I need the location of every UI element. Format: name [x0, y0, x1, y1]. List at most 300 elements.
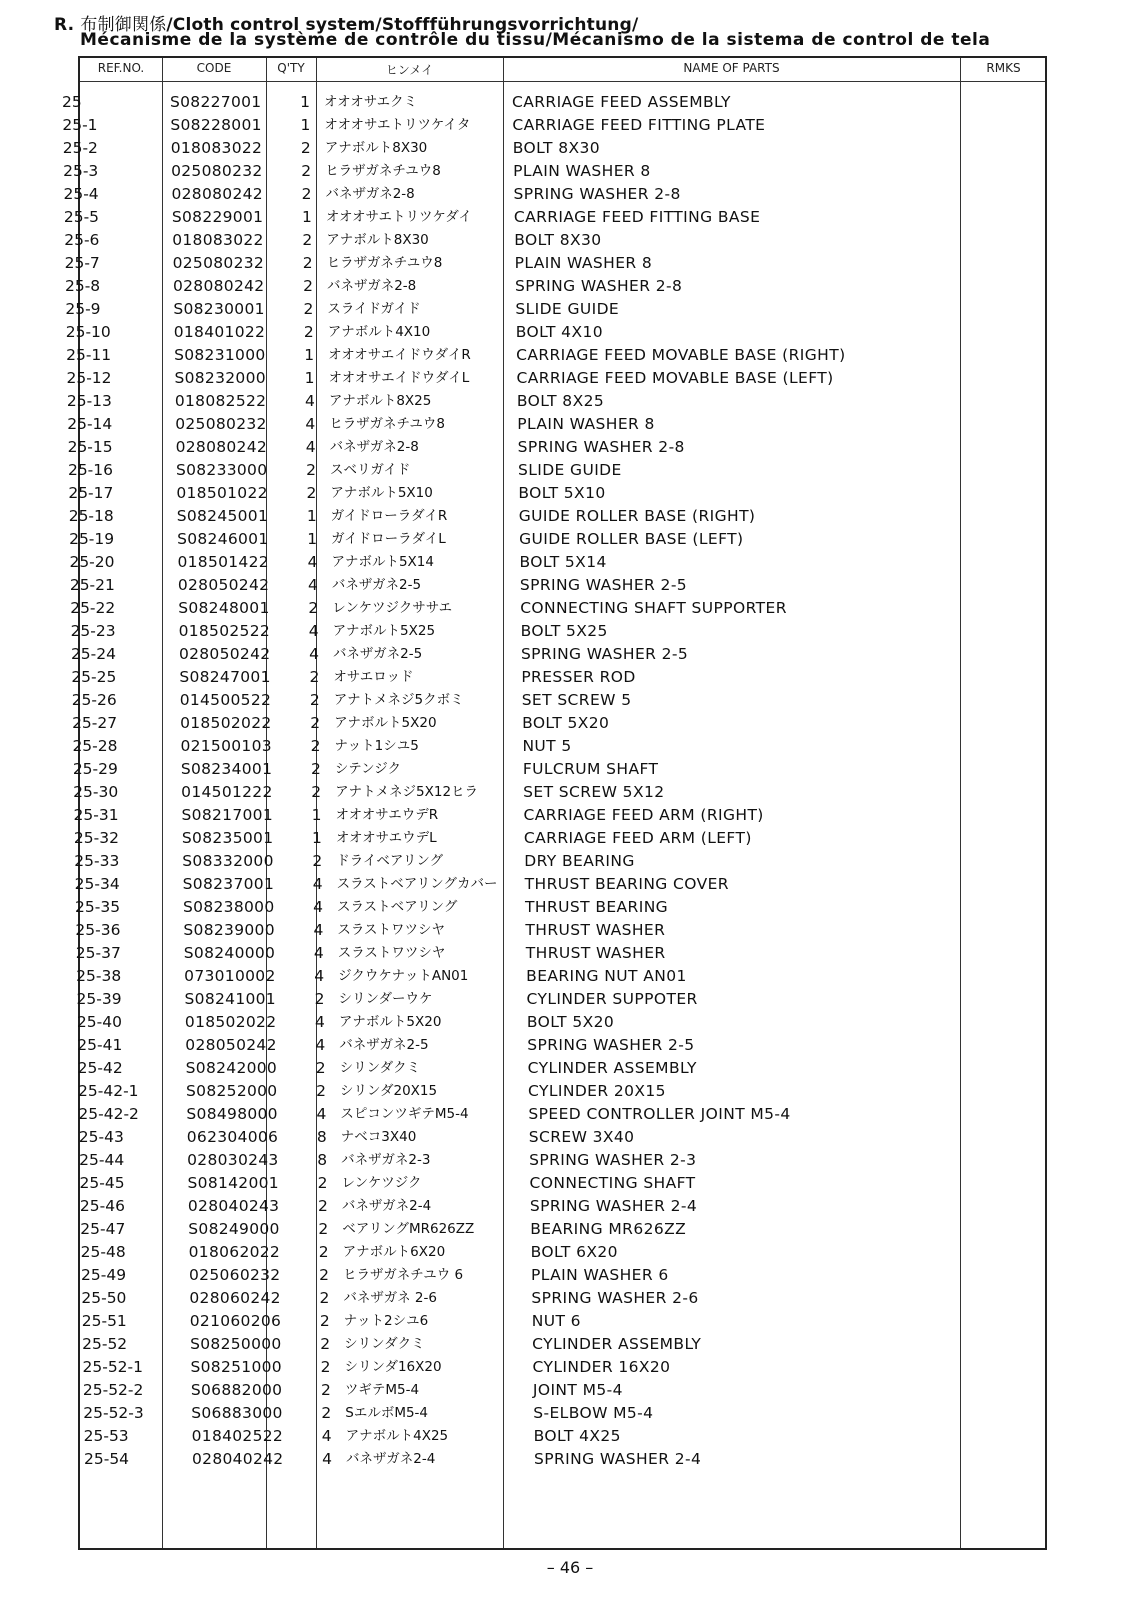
part-code: 014501222: [181, 783, 273, 801]
part-name: SPRING WASHER 2-6: [531, 1289, 699, 1307]
table-row: [80, 1287, 1045, 1310]
japanese-name: バネザガネ2-8: [329, 439, 419, 455]
table-row: [69, 551, 1045, 574]
part-name: CYLINDER ASSEMBLY: [532, 1335, 702, 1353]
ref-no: 25-39: [76, 990, 122, 1008]
part-code: S08217001: [181, 806, 273, 824]
japanese-name: ベアリングMR626ZZ: [342, 1221, 475, 1237]
part-code: S08228001: [170, 116, 262, 134]
ref-no: 25-4: [63, 185, 99, 203]
part-name: PLAIN WASHER 8: [513, 162, 651, 180]
japanese-name: レンケツジク: [341, 1175, 422, 1191]
ref-no: 25-5: [63, 208, 100, 226]
part-code: 028050242: [177, 576, 270, 594]
quantity: 2: [312, 852, 323, 870]
part-code: 073010002: [184, 967, 276, 985]
part-code: 018083022: [172, 231, 264, 249]
ref-no: 25-2: [62, 139, 98, 157]
ref-no: 25-45: [79, 1174, 125, 1192]
quantity: 2: [301, 185, 312, 203]
part-name: BOLT 6X20: [530, 1243, 618, 1261]
japanese-name: アナトメネジ5クボミ: [333, 692, 464, 708]
ref-no: 25-21: [69, 576, 115, 594]
ref-no: 25-30: [73, 783, 119, 801]
ref-no: 25-3: [63, 162, 99, 180]
part-code: 028040242: [192, 1450, 284, 1468]
ref-no: 25-36: [75, 921, 121, 939]
japanese-name: バネザガネ2-8: [325, 186, 415, 202]
quantity: 2: [302, 254, 313, 272]
part-code: S08240000: [183, 944, 276, 962]
quantity: 2: [310, 737, 321, 755]
japanese-name: シリンダクミ: [339, 1060, 421, 1076]
table-row: [80, 1356, 1045, 1379]
part-code: 018501022: [176, 484, 268, 502]
japanese-name: アナボルト4X10: [327, 324, 431, 340]
table-row: [80, 1103, 1045, 1126]
quantity: 4: [304, 392, 315, 410]
part-name: CONNECTING SHAFT SUPPORTER: [520, 599, 787, 617]
ref-no: 25-46: [79, 1197, 125, 1215]
part-code: S08241001: [184, 990, 276, 1008]
quantity: 1: [300, 93, 310, 111]
japanese-name: オオオサエトリツケダイ: [325, 209, 472, 225]
quantity: 4: [313, 898, 324, 916]
quantity: 4: [308, 622, 319, 640]
part-name: SPRING WASHER 2-8: [514, 277, 683, 295]
table-row: [72, 758, 1045, 781]
japanese-name: シリンダーウケ: [338, 991, 433, 1007]
quantity: 4: [307, 576, 318, 594]
table-row: [75, 919, 1045, 942]
quantity: 8: [316, 1128, 327, 1146]
part-name: CYLINDER ASSEMBLY: [527, 1059, 697, 1077]
part-name: CARRIAGE FEED MOVABLE BASE (LEFT): [516, 369, 834, 387]
ref-no: 25-24: [70, 645, 116, 663]
part-code: S08252000: [186, 1082, 278, 1100]
japanese-name: バネザガネ2-5: [331, 577, 422, 593]
quantity: 2: [318, 1197, 328, 1215]
quantity: 2: [306, 484, 317, 502]
table-row: [80, 1402, 1045, 1425]
japanese-name: アナボルト5X25: [332, 623, 436, 639]
part-code: S08248001: [178, 599, 270, 617]
table-row: [77, 1034, 1045, 1057]
ref-no: 25-52-1: [82, 1358, 143, 1376]
part-code: S08245001: [176, 507, 269, 525]
quantity: 1: [306, 507, 317, 525]
part-name: CARRIAGE FEED FITTING PLATE: [512, 116, 766, 134]
part-name: SPRING WASHER 2-8: [513, 185, 681, 203]
quantity: 4: [313, 944, 324, 962]
part-code: 028030243: [187, 1151, 279, 1169]
table-row: [65, 298, 1045, 321]
quantity: 2: [320, 1335, 331, 1353]
quantity: 1: [304, 346, 315, 364]
table-row: [73, 827, 1045, 850]
quantity: 4: [309, 645, 319, 663]
japanese-name: バネザガネ2-8: [326, 278, 417, 294]
quantity: 2: [303, 323, 314, 341]
part-name: BOLT 8X30: [512, 139, 600, 157]
part-name: BOLT 4X10: [515, 323, 603, 341]
quantity: 2: [314, 990, 325, 1008]
part-name: S-ELBOW M5-4: [533, 1404, 654, 1422]
table-row: [80, 1448, 1045, 1471]
ref-no: 25-38: [76, 967, 122, 985]
part-code: 025080232: [171, 162, 263, 180]
japanese-name: バネザガネ2-3: [341, 1152, 431, 1168]
part-name: BEARING NUT AN01: [526, 967, 687, 985]
table-row: [74, 873, 1045, 896]
japanese-name: アナボルト6X20: [342, 1244, 446, 1260]
table-row: [75, 942, 1045, 965]
quantity: 2: [308, 599, 319, 617]
table-row: [80, 1218, 1045, 1241]
ref-no: 25-9: [65, 300, 101, 318]
japanese-name: シリンダ20X15: [340, 1083, 438, 1099]
quantity: 2: [320, 1358, 331, 1376]
table-row: [75, 896, 1045, 919]
part-code: 028040243: [187, 1197, 280, 1215]
part-name: BOLT 4X25: [533, 1427, 621, 1445]
ref-no: 25-31: [73, 806, 119, 824]
part-code: S08237001: [182, 875, 275, 893]
part-code: 018502522: [178, 622, 271, 640]
part-name: CYLINDER 16X20: [532, 1358, 671, 1376]
ref-no: 25-32: [73, 829, 119, 847]
table-row: [68, 482, 1045, 505]
quantity: 2: [310, 714, 321, 732]
japanese-name: スベリガイド: [329, 462, 411, 478]
part-code: 018401022: [173, 323, 266, 341]
part-name: CONNECTING SHAFT: [529, 1174, 696, 1192]
part-name: CYLINDER 20X15: [528, 1082, 666, 1100]
ref-no: 25-8: [64, 277, 101, 295]
quantity: 2: [321, 1381, 331, 1399]
table-row: [67, 459, 1045, 482]
quantity: 4: [312, 875, 323, 893]
quantity: 2: [321, 1404, 332, 1422]
japanese-name: レンケツジクササエ: [332, 600, 453, 616]
part-code: 025080232: [175, 415, 267, 433]
ref-no: 25-42-2: [78, 1105, 139, 1123]
quantity: 1: [312, 829, 322, 847]
part-code: S08498000: [186, 1105, 278, 1123]
table-row: [74, 850, 1045, 873]
part-name: THRUST BEARING COVER: [524, 875, 729, 893]
quantity: 1: [307, 530, 318, 548]
part-code: 018062022: [188, 1243, 281, 1261]
table-row: [63, 160, 1045, 183]
ref-no: 25-1: [62, 116, 98, 134]
part-code: 018501422: [177, 553, 269, 571]
ref-no: 25-10: [65, 323, 111, 341]
table-row: [80, 1379, 1045, 1402]
part-code: S08232000: [174, 369, 266, 387]
ref-no: 25-53: [83, 1427, 129, 1445]
quantity: 8: [317, 1151, 328, 1169]
table-row: [80, 1310, 1045, 1333]
part-name: PRESSER ROD: [521, 668, 636, 686]
japanese-name: オオオサエウデR: [335, 807, 439, 823]
quantity: 2: [310, 760, 321, 778]
part-code: S08249000: [188, 1220, 280, 1238]
table-row: [80, 1195, 1045, 1218]
part-code: 028060242: [189, 1289, 281, 1307]
part-name: DRY BEARING: [524, 852, 635, 870]
table-row: [62, 91, 1045, 114]
table-row: [62, 114, 1045, 137]
part-code: S08251000: [190, 1358, 282, 1376]
part-name: SPEED CONTROLLER JOINT M5-4: [528, 1105, 791, 1123]
part-name: BOLT 5X20: [526, 1013, 615, 1031]
quantity: 2: [309, 691, 320, 709]
header-divider: [80, 81, 1045, 82]
ref-no: 25-33: [74, 852, 120, 870]
table-row: [66, 344, 1045, 367]
part-name: THRUST WASHER: [525, 921, 666, 939]
header-jp-name: ヒンメイ: [385, 63, 434, 77]
ref-no: 25-29: [72, 760, 118, 778]
parts-table: [62, 56, 1047, 1550]
quantity: 1: [311, 806, 322, 824]
japanese-name: バネザガネ2-5: [339, 1037, 429, 1053]
table-row: [63, 206, 1045, 229]
section-letter: R.: [54, 15, 75, 35]
table-row: [73, 781, 1045, 804]
section-title-jp: 布制御関係: [80, 15, 167, 35]
part-name: BOLT 5X25: [520, 622, 608, 640]
japanese-name: アナボルト4X25: [345, 1428, 449, 1444]
section-title-multilingual: /Cloth control system/Stoffführungsvorrichtung/: [166, 15, 639, 35]
japanese-name: ヒラザガネチユウ8: [326, 255, 443, 271]
ref-no: 25-52-2: [82, 1381, 144, 1399]
table-row: [80, 1080, 1045, 1103]
part-name: THRUST BEARING: [525, 898, 669, 916]
japanese-name: ヒラザガネチユウ8: [329, 416, 445, 432]
quantity: 2: [319, 1266, 330, 1284]
quantity: 1: [300, 116, 311, 134]
japanese-name: ナット2シユ6: [343, 1313, 429, 1329]
page-number: – 46 –: [546, 1558, 594, 1577]
quantity: 2: [315, 1059, 326, 1077]
japanese-name: オオオサエトリツケイタ: [324, 117, 471, 133]
part-code: S08250000: [190, 1335, 282, 1353]
quantity: 2: [319, 1312, 330, 1330]
quantity: 2: [309, 668, 320, 686]
part-code: 018502022: [184, 1013, 277, 1031]
ref-no: 25-27: [72, 714, 118, 732]
table-row: [70, 643, 1045, 666]
ref-no: 25-54: [84, 1450, 130, 1468]
quantity: 2: [300, 139, 311, 157]
header-name-of-parts: NAME OF PARTS: [683, 61, 780, 75]
part-name: NUT 6: [531, 1312, 581, 1330]
table-row: [66, 367, 1045, 390]
quantity: 2: [306, 461, 316, 479]
part-code: S08227001: [170, 93, 262, 111]
japanese-name: オオオサエクミ: [324, 94, 418, 110]
ref-no: 25-16: [67, 461, 113, 479]
part-code: 014500522: [179, 691, 272, 709]
japanese-name: ドライベアリング: [336, 853, 444, 869]
japanese-name: ヒラザガネチユウ8: [325, 163, 441, 179]
ref-no: 25-34: [74, 875, 120, 893]
part-name: GUIDE ROLLER BASE (LEFT): [519, 530, 744, 548]
part-name: CARRIAGE FEED ARM (LEFT): [523, 829, 752, 847]
table-row: [67, 436, 1045, 459]
quantity: 2: [318, 1220, 329, 1238]
part-code: S08231000: [174, 346, 266, 364]
part-code: S08235001: [181, 829, 274, 847]
table-row: [80, 1425, 1045, 1448]
part-name: SPRING WASHER 2-4: [529, 1197, 698, 1215]
quantity: 4: [321, 1427, 332, 1445]
japanese-name: ジクウケナットAN01: [338, 968, 469, 984]
part-code: 028050242: [178, 645, 271, 663]
part-name: CARRIAGE FEED ASSEMBLY: [512, 93, 731, 111]
quantity: 4: [315, 1013, 325, 1031]
japanese-name: バネザガネ2-5: [332, 646, 423, 662]
part-code: 021500103: [180, 737, 272, 755]
part-name: SPRING WASHER 2-4: [534, 1450, 702, 1468]
table-row: [69, 528, 1045, 551]
ref-no: 25-20: [69, 553, 115, 571]
part-name: SCREW 3X40: [528, 1128, 635, 1146]
part-code: S08242000: [185, 1059, 278, 1077]
ref-no: 25-28: [72, 737, 118, 755]
table-row: [72, 735, 1045, 758]
japanese-name: アナボルト5X20: [334, 715, 437, 731]
quantity: 4: [316, 1105, 327, 1123]
part-code: 025080232: [172, 254, 265, 272]
part-name: BOLT 5X14: [519, 553, 607, 571]
ref-no: 25-52: [82, 1335, 128, 1353]
japanese-name: アナボルト5X10: [330, 485, 433, 501]
japanese-name: オサエロッド: [333, 669, 414, 685]
table-row: [64, 275, 1045, 298]
part-name: BEARING MR626ZZ: [530, 1220, 687, 1238]
ref-no: 25-11: [66, 346, 112, 364]
ref-no: 25-48: [80, 1243, 126, 1261]
table-row: [62, 137, 1045, 160]
ref-no: 25-37: [75, 944, 121, 962]
part-code: S08239000: [183, 921, 275, 939]
japanese-name: SエルボM5-4: [345, 1405, 429, 1421]
quantity: 2: [301, 162, 312, 180]
japanese-name: スラストベアリングカバー: [336, 876, 498, 892]
japanese-name: アナボルト5X20: [338, 1014, 442, 1030]
quantity: 4: [315, 1036, 326, 1054]
part-name: NUT 5: [522, 737, 572, 755]
ref-no: 25-47: [80, 1220, 126, 1238]
table-row: [67, 413, 1045, 436]
japanese-name: スラストベアリング: [337, 899, 458, 915]
japanese-name: ガイドローラダイL: [331, 531, 446, 547]
ref-no: 25-12: [66, 369, 112, 387]
part-name: SPRING WASHER 2-5: [527, 1036, 695, 1054]
table-row: [80, 1264, 1045, 1287]
japanese-name: スピコンツギテM5-4: [340, 1106, 469, 1122]
part-name: PLAIN WASHER 8: [514, 254, 653, 272]
part-code: S08246001: [177, 530, 269, 548]
quantity: 2: [316, 1082, 327, 1100]
header-qty: Q'TY: [277, 61, 305, 75]
part-code: S06883000: [191, 1404, 283, 1422]
japanese-name: オオオサエイドウダイR: [328, 347, 471, 363]
quantity: 2: [311, 783, 322, 801]
part-code: S08142001: [187, 1174, 279, 1192]
part-name: THRUST WASHER: [525, 944, 666, 962]
japanese-name: オオオサエウデL: [335, 830, 437, 846]
part-code: 028080242: [171, 185, 263, 203]
part-code: S06882000: [190, 1381, 283, 1399]
table-row: [76, 988, 1045, 1011]
table-row: [76, 1011, 1045, 1034]
table-row: [80, 1149, 1045, 1172]
table-row: [80, 1241, 1045, 1264]
japanese-name: バネザガネ 2-6: [343, 1290, 437, 1306]
ref-no: 25-13: [66, 392, 112, 410]
part-name: BOLT 8X25: [516, 392, 605, 410]
quantity: 2: [318, 1243, 329, 1261]
quantity: 2: [302, 231, 313, 249]
part-code: 018402522: [191, 1427, 284, 1445]
table-row: [77, 1057, 1045, 1080]
japanese-name: ヒラザガネチユウ 6: [343, 1267, 464, 1283]
ref-no: 25-17: [68, 484, 114, 502]
part-name: CARRIAGE FEED MOVABLE BASE (RIGHT): [516, 346, 846, 364]
quantity: 2: [317, 1174, 328, 1192]
quantity: 2: [303, 300, 314, 318]
japanese-name: アナボルト8X30: [326, 232, 429, 248]
japanese-name: シリンダ16X20: [344, 1359, 442, 1375]
ref-no: 25-43: [78, 1128, 124, 1146]
ref-no: 25-50: [81, 1289, 127, 1307]
part-name: CARRIAGE FEED FITTING BASE: [513, 208, 761, 226]
part-name: CYLINDER SUPPOTER: [526, 990, 698, 1008]
part-code: S08234001: [180, 760, 273, 778]
quantity: 4: [322, 1450, 332, 1468]
part-name: SLIDE GUIDE: [515, 300, 620, 318]
part-code: 018082522: [174, 392, 267, 410]
part-name: BOLT 8X30: [514, 231, 602, 249]
ref-no: 25-23: [70, 622, 116, 640]
part-code: 025060232: [189, 1266, 281, 1284]
table-row: [63, 183, 1045, 206]
japanese-name: バネザガネ2-4: [341, 1198, 432, 1214]
japanese-name: ガイドローラダイR: [330, 508, 448, 524]
part-code: S08238000: [183, 898, 275, 916]
japanese-name: アナボルト8X30: [324, 140, 428, 156]
quantity: 4: [307, 553, 318, 571]
part-name: SPRING WASHER 2-8: [517, 438, 685, 456]
table-row: [71, 666, 1045, 689]
ref-no: 25-52-3: [83, 1404, 144, 1422]
ref-no: 25-40: [76, 1013, 122, 1031]
header-code: CODE: [196, 61, 232, 75]
table-row: [73, 804, 1045, 827]
japanese-name: バネザガネ2-4: [346, 1451, 436, 1467]
table-row: [66, 390, 1045, 413]
table-row: [64, 252, 1045, 275]
part-name: SET SCREW 5X12: [523, 783, 665, 801]
japanese-name: オオオサエイドウダイL: [328, 370, 470, 386]
table-row: [64, 229, 1045, 252]
quantity: 4: [313, 921, 324, 939]
section-title-line2: Mécanisme de la système de contrôle du tissu/Mécanismo de la sistema de control de tela: [80, 30, 991, 50]
